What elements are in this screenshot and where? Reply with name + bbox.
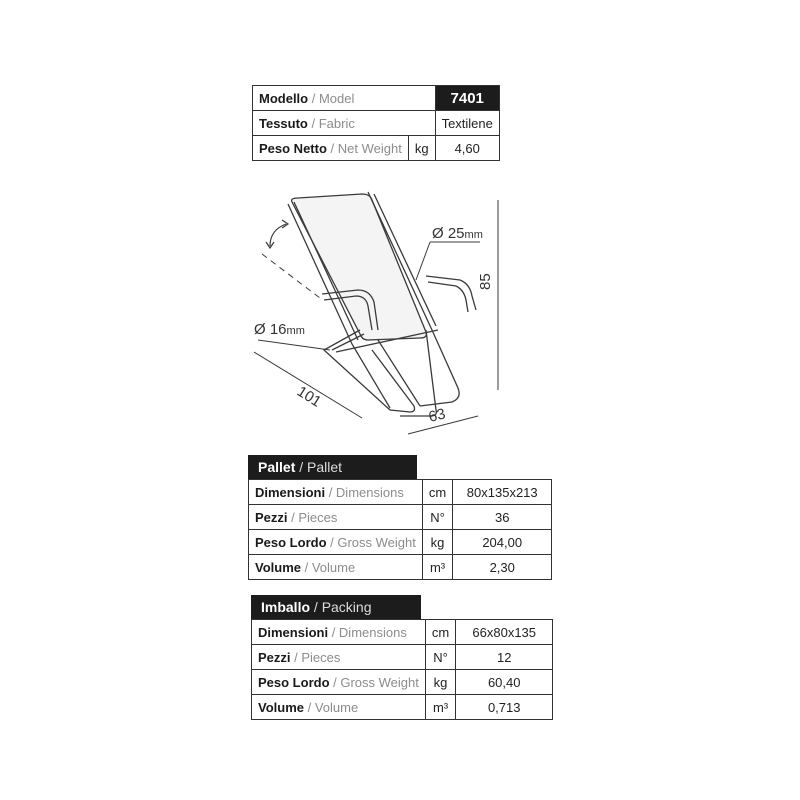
packing-volume-value: 0,713 (456, 695, 553, 720)
pallet-row-dimensions (249, 480, 552, 505)
pallet-pieces-label: Pezzi / Pieces (249, 505, 423, 530)
packing-pieces-unit: N° (425, 645, 455, 670)
fabric-value: Textilene (435, 111, 499, 136)
pallet-row-gross-weight (249, 530, 552, 555)
chair-leg-front (324, 330, 415, 412)
net-weight-value: 4,60 (435, 136, 499, 161)
tube-large-label: Ø 25mm (432, 225, 483, 242)
packing-header: Imballo / Packing (251, 595, 421, 619)
tube-small-label: Ø 16mm (254, 321, 305, 338)
product-info-table (252, 85, 500, 161)
chair-fabric (292, 194, 427, 340)
packing-pieces-label: Pezzi / Pieces (252, 645, 426, 670)
model-value: 7401 (435, 86, 499, 111)
net-weight-row (253, 136, 500, 161)
pallet-gross-weight-value: 204,00 (453, 530, 552, 555)
pallet-volume-label: Volume / Volume (249, 555, 423, 580)
model-row (253, 86, 500, 111)
pallet-dimensions-value: 80x135x213 (453, 480, 552, 505)
packing-gross-weight-unit: kg (425, 670, 455, 695)
packing-gross-weight-value: 60,40 (456, 670, 553, 695)
depth-dimension-line (254, 352, 362, 418)
packing-row-dimensions (252, 620, 553, 645)
packing-row-volume (252, 695, 553, 720)
height-label: 85 (477, 273, 494, 290)
pallet-volume-unit: m³ (422, 555, 452, 580)
net-weight-label: Peso Netto / Net Weight (253, 136, 409, 161)
packing-pieces-value: 12 (456, 645, 553, 670)
pallet-pieces-unit: N° (422, 505, 452, 530)
pallet-volume-value: 2,30 (453, 555, 552, 580)
pallet-row-volume (249, 555, 552, 580)
chair-armrest-right (426, 276, 476, 310)
chair-drawing (240, 180, 520, 450)
model-label: Modello / Model (253, 86, 436, 111)
packing-dimensions-label: Dimensioni / Dimensions (252, 620, 426, 645)
packing-table (251, 619, 553, 720)
pallet-table (248, 479, 552, 580)
width-label: 63 (426, 405, 448, 426)
packing-volume-unit: m³ (425, 695, 455, 720)
depth-label: 101 (293, 382, 325, 411)
pallet-pieces-value: 36 (453, 505, 552, 530)
net-weight-unit: kg (408, 136, 435, 161)
pallet-row-pieces (249, 505, 552, 530)
pallet-header: Pallet / Pallet (248, 455, 417, 479)
packing-gross-weight-label: Peso Lordo / Gross Weight (252, 670, 426, 695)
packing-row-gross-weight (252, 670, 553, 695)
packing-dimensions-value: 66x80x135 (456, 620, 553, 645)
tube-large-leader (416, 242, 430, 280)
fabric-label: Tessuto / Fabric (253, 111, 436, 136)
pallet-gross-weight-label: Peso Lordo / Gross Weight (249, 530, 423, 555)
pallet-gross-weight-unit: kg (422, 530, 452, 555)
packing-row-pieces (252, 645, 553, 670)
tube-small-leader (258, 340, 330, 350)
packing-volume-label: Volume / Volume (252, 695, 426, 720)
packing-dimensions-unit: cm (425, 620, 455, 645)
recline-guide (262, 254, 320, 298)
pallet-dimensions-unit: cm (422, 480, 452, 505)
fabric-row (253, 111, 500, 136)
pallet-dimensions-label: Dimensioni / Dimensions (249, 480, 423, 505)
